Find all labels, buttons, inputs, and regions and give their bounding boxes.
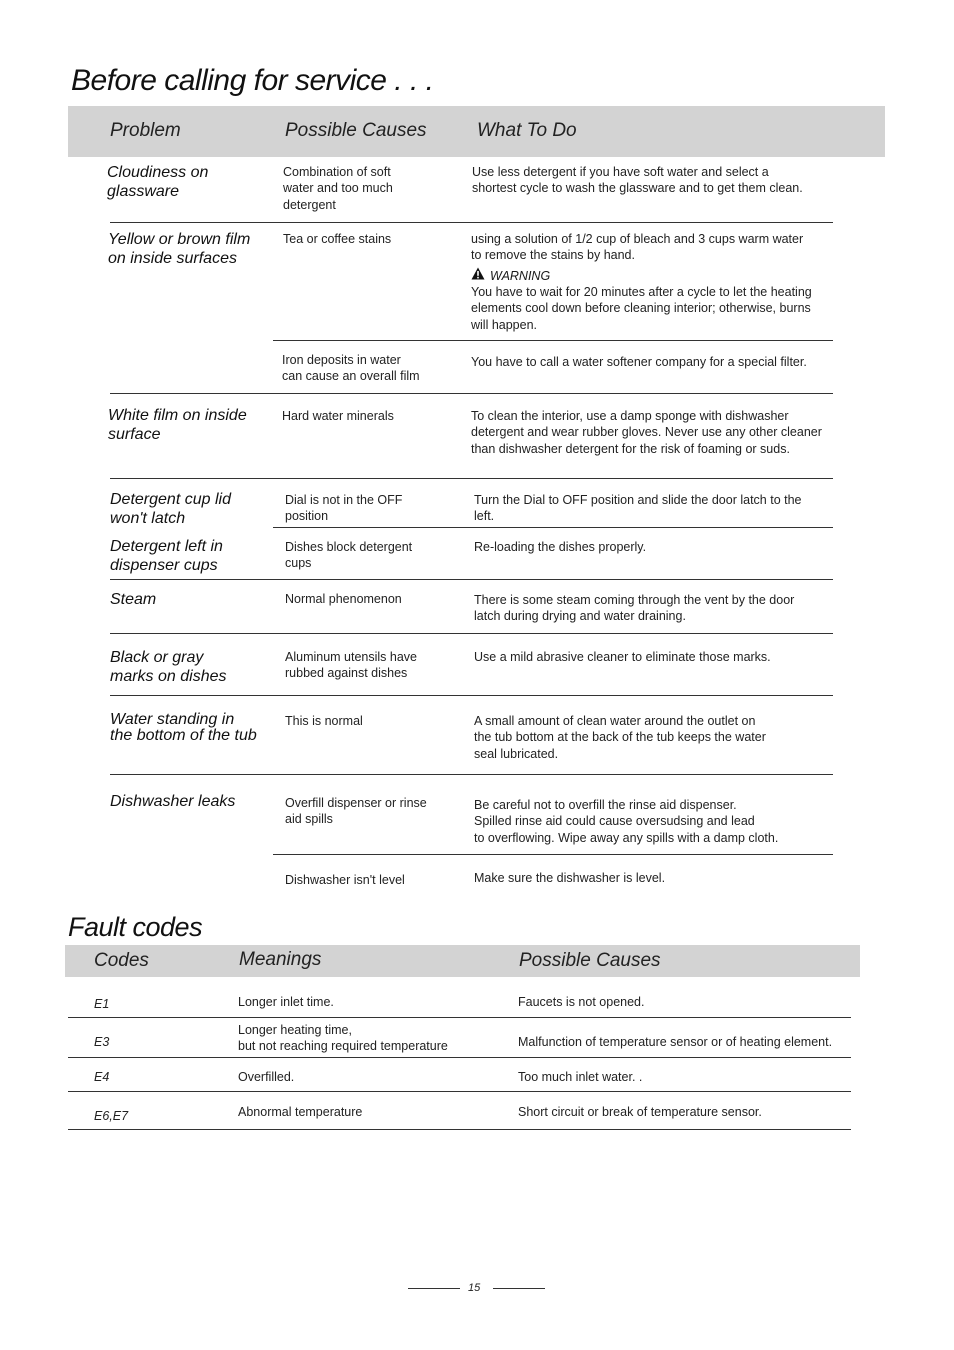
fault-code: E6,E7 — [94, 1109, 129, 1123]
todo-text: Use less detergent if you have soft water and select a shortest cycle to wash the glassware and to get them clean. — [472, 165, 803, 196]
fault-meaning: Longer heating time, but not reaching required temperature — [238, 1023, 448, 1054]
fault-cause: Short circuit or break of temperature sensor. — [518, 1105, 762, 1119]
problem-text: Cloudiness on glassware — [107, 164, 209, 200]
row-divider — [68, 1091, 851, 1092]
row-divider — [110, 579, 833, 580]
problem-text: Detergent left in dispenser cups — [110, 538, 223, 574]
page-number-rule-left — [408, 1288, 460, 1289]
todo-text: Be careful not to overfill the rinse aid dispenser. Spilled rinse aid could cause oversudsing and lead to overflowing. Wipe away any spills with a damp cloth. — [474, 798, 779, 845]
todo-text: You have to call a water softener company for a special filter. — [471, 355, 807, 369]
cause-text: Dishwasher isn't level — [285, 873, 405, 887]
fault-table-header — [65, 945, 860, 977]
header-possible-causes: Possible Causes — [285, 120, 427, 141]
cause-text: Dial is not in the OFF position — [285, 493, 403, 524]
todo-text: Use a mild abrasive cleaner to eliminate those marks. — [474, 650, 771, 664]
row-divider — [110, 633, 833, 634]
cause-text: Combination of soft water and too much detergent — [283, 165, 393, 212]
problem-text: Steam — [110, 591, 157, 608]
fault-meaning: Abnormal temperature — [238, 1105, 363, 1119]
header-possible-causes: Possible Causes — [519, 950, 661, 971]
todo-text: Make sure the dishwasher is level. — [474, 871, 666, 885]
row-divider — [68, 1057, 851, 1058]
row-divider — [273, 340, 833, 341]
warning-triangle-icon — [471, 267, 485, 285]
cause-text: Overfill dispenser or rinse aid spills — [285, 796, 427, 827]
fault-cause: Malfunction of temperature sensor or of heating element. — [518, 1035, 833, 1049]
header-what-to-do: What To Do — [477, 120, 577, 141]
row-divider — [273, 854, 833, 855]
row-divider — [110, 478, 833, 479]
fault-code: E3 — [94, 1035, 110, 1049]
cause-text: Dishes block detergent cups — [285, 540, 413, 571]
problem-text: Detergent cup lid won't latch — [110, 491, 231, 527]
fault-code: E4 — [94, 1070, 110, 1084]
row-divider — [110, 222, 833, 223]
row-divider — [273, 527, 833, 528]
header-codes: Codes — [94, 950, 149, 971]
todo-text: To clean the interior, use a damp sponge with dishwasher detergent and wear rubber gloves. Never use any other cleaner than dishwasher detergent for the risk of foaming or suds. — [471, 409, 822, 456]
header-problem: Problem — [110, 120, 181, 141]
page-number-rule-right — [493, 1288, 545, 1289]
fault-cause: Faucets is not opened. — [518, 995, 645, 1009]
page-title: Before calling for service . . . — [71, 64, 434, 97]
problem-text: Black or gray marks on dishes — [110, 649, 227, 685]
cause-text: Tea or coffee stains — [283, 232, 392, 246]
cause-text: Iron deposits in water can cause an overall film — [282, 353, 420, 384]
todo-text: There is some steam coming through the vent by the door latch during drying and water draining. — [474, 593, 795, 624]
cause-text: This is normal — [285, 714, 363, 728]
fault-cause: Too much inlet water. . — [518, 1070, 643, 1084]
warning-label: WARNING — [490, 269, 551, 283]
cause-text: Aluminum utensils have rubbed against dishes — [285, 650, 418, 681]
todo-text: Re-loading the dishes properly. — [474, 540, 647, 554]
warning-heading — [471, 267, 550, 285]
fault-meaning: Longer inlet time. — [238, 995, 334, 1009]
row-divider — [68, 1017, 851, 1018]
page-number: 15 — [468, 1282, 481, 1294]
todo-text: using a solution of 1/2 cup of bleach and 3 cups warm water to remove the stains by hand. — [471, 232, 804, 263]
problem-text: White film on inside surface — [108, 407, 247, 443]
fault-codes-title: Fault codes — [68, 912, 203, 942]
row-divider — [68, 1129, 851, 1130]
fault-meaning: Overfilled. — [238, 1070, 295, 1084]
problem-text: Dishwasher leaks — [110, 793, 236, 810]
cause-text: Hard water minerals — [282, 409, 394, 423]
fault-code: E1 — [94, 997, 110, 1011]
row-divider — [110, 695, 833, 696]
warning-text: You have to wait for 20 minutes after a cycle to let the heating elements cool down before cleaning interior; otherwise, burns will happen. — [471, 285, 812, 332]
cause-text: Normal phenomenon — [285, 592, 402, 606]
service-table-header — [68, 106, 885, 157]
todo-text: Turn the Dial to OFF position and slide the door latch to the left. — [474, 493, 802, 524]
row-divider — [110, 393, 833, 394]
problem-text: Water standing in the bottom of the tub — [110, 711, 257, 744]
row-divider — [110, 774, 833, 775]
problem-text: Yellow or brown film on inside surfaces — [108, 231, 251, 267]
todo-text: A small amount of clean water around the outlet on the tub bottom at the back of the tub keeps the water seal lubricated. — [474, 714, 766, 761]
header-meanings: Meanings — [239, 949, 322, 970]
